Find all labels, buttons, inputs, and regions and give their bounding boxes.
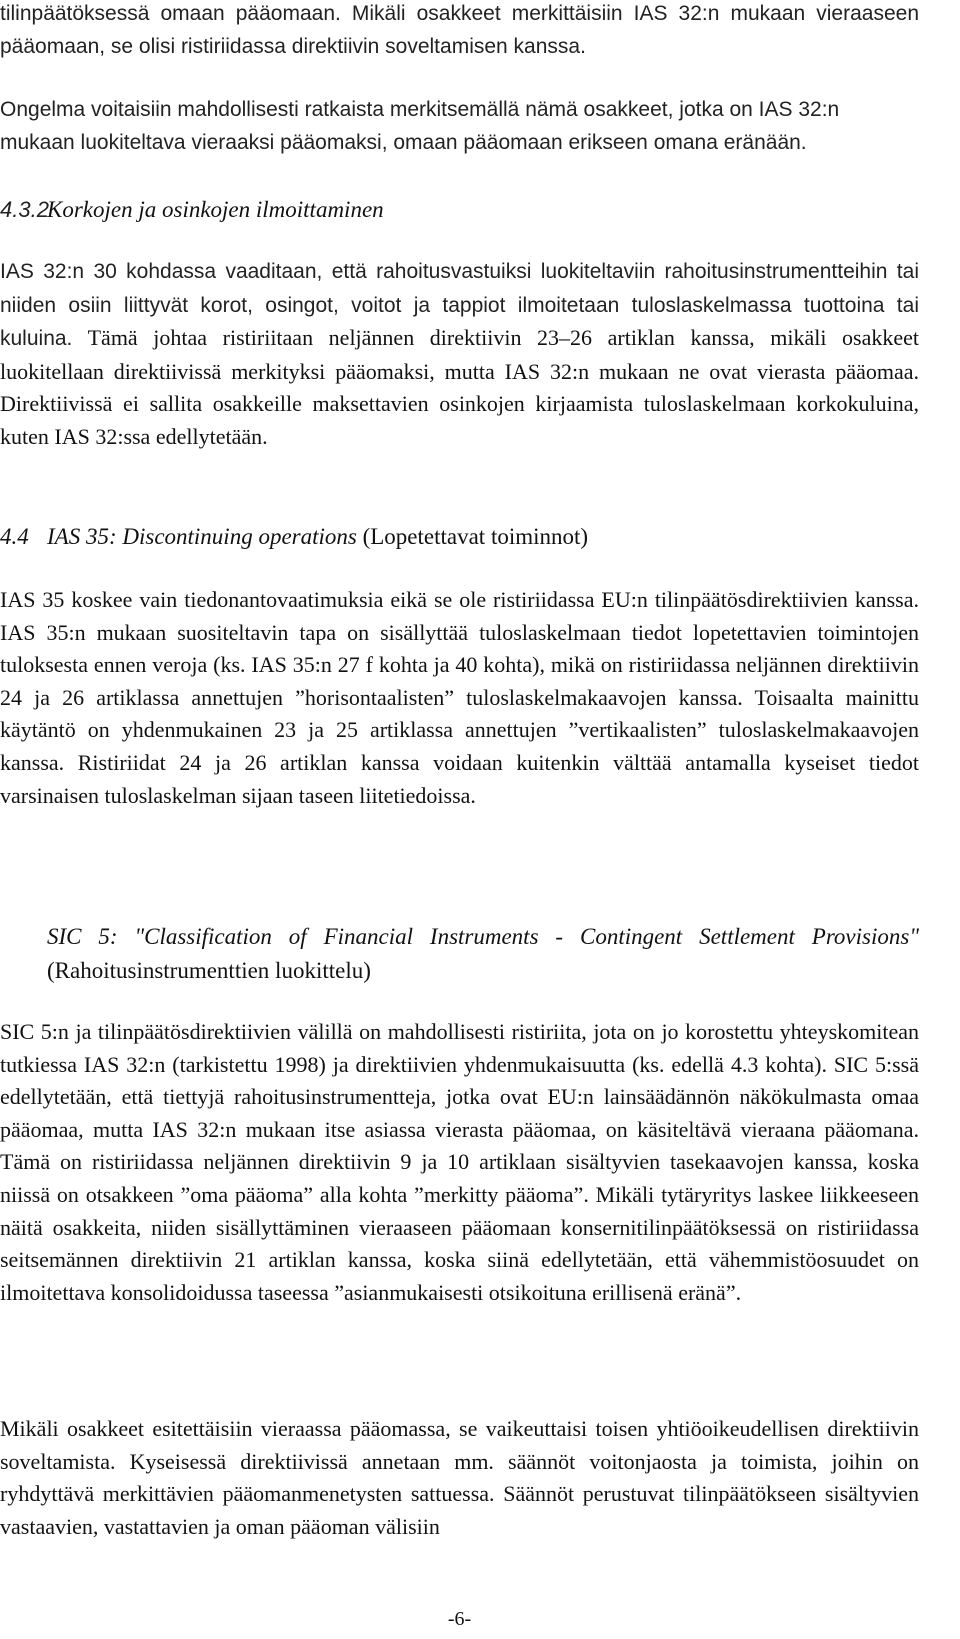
paragraph-final: Mikäli osakkeet esitettäisiin vieraassa pääomassa, se vaikeuttaisi toisen yhtiöoikeudellisen direktiivin soveltamista. Kyseisessä direktiivissä annetaan mm. säännöt voitonjaosta ja toimista, joihin on ryhdyttävä merkittävien pääomanmenetysten sattuessa. Säännöt perustuvat tilinpäätökseen sisältyvien vastaavien, vastattavien ja oman pääoman välisiin xyxy=(0,1416,919,1539)
paragraph-4-3-2-sentence-2: Tämä johtaa ristiriitaan neljännen direktiivin 23–26 artiklan kanssa, mikäli osakkeet luokitellaan direktiivissä merkityksi pääomaksi, mutta IAS 32:n mukaan ne ovat vierasta pääomaa. Direktiivissä ei sallita osakkeille maksettavien osinkojen kirjaamista tuloslaskelmaan korkokuluina, kuten IAS 32:ssa edellytetään. xyxy=(0,325,919,449)
paragraph-4-4: IAS 35 koskee vain tiedonantovaatimuksia eikä se ole ristiriidassa EU:n tilinpäätösdirektiivien kanssa. IAS 35:n mukaan suositeltavin tapa on sisällyttää tuloslaskelmaan tiedot lopetettavien toimintojen tuloksesta ennen veroja (ks. IAS 35:n 27 f kohta ja 40 kohta), mikä on ristiriidassa neljännen direktiivin 24 ja 26 artiklassa annettujen ”horisontaalisten” tuloslaskelmakaavojen kanssa. Toisaalta mainittu käytäntö on yhdenmukainen 23 ja 25 artiklassa annettujen ”vertikaalisten” tuloslaskelmakaavojen kanssa. Ristiriidat 24 ja 26 artiklan kanssa voidaan kuitenkin välttää antamalla kyseiset tiedot varsinaisen tuloslaskelman sijaan taseen liitetiedoissa. xyxy=(0,587,919,808)
paragraph-problem-solution: Ongelma voitaisiin mahdollisesti ratkaista merkitsemällä nämä osakkeet, jotka on IAS 32:n mukaan luokiteltava vieraaksi pääomaksi, omaan pääomaan erikseen omana eränään. xyxy=(0,98,840,154)
section-heading-4-4 xyxy=(0,520,919,554)
section-subtitle: (Rahoitusinstrumenttien luokittelu) xyxy=(47,958,371,983)
section-heading-4-5 xyxy=(0,920,919,988)
section-number: 4.3.2 xyxy=(0,197,49,222)
paragraph-continuation: tilinpäätöksessä omaan pääomaan. Mikäli osakkeet merkittäisiin IAS 32:n mukaan vieraaseen pääomaan, se olisi ristiriidassa direktiivin soveltamisen kanssa. xyxy=(0,2,919,58)
section-subtitle: (Lopetettavat toiminnot) xyxy=(362,524,589,549)
section-title: SIC 5: "Classification of Financial Instruments - Contingent Settlement Provisions" xyxy=(47,924,919,949)
section-title: Korkojen ja osinkojen ilmoittaminen xyxy=(47,197,384,222)
paragraph-4-3-2-sentence-1: IAS 32:n 30 kohdassa vaaditaan, että rahoitusvastuiksi luokiteltaviin rahoitusinstrumentteihin tai niiden osiin liittyvät korot, osingot, voitot ja tappiot ilmoitetaan tuloslaskelmassa tuottoina tai kuluina. xyxy=(0,260,919,351)
paragraph-4-3-2 xyxy=(0,255,919,454)
section-title: IAS 35: Discontinuing operations xyxy=(47,524,357,549)
section-number: 4.4 xyxy=(0,524,29,549)
page-number: -6- xyxy=(447,1608,472,1630)
paragraph-4-5: SIC 5:n ja tilinpäätösdirektiivien välillä on mahdollisesti ristiriita, jota on jo korostettu yhteyskomitean tutkiessa IAS 32:n (tarkistettu 1998) ja direktiivien yhdenmukaisuutta (ks. edellä 4.3 kohta). SIC 5:ssä edellytetään, että tiettyjä rahoitusinstrumentteja, jotka ovat EU:n lainsäädännön näkökulmasta omaa pääomaa, mutta IAS 32:n mukaan itse asiassa vierasta pääomaa, on käsiteltävä vieraana pääomana. Tämä on ristiriidassa neljännen direktiivin 9 ja 10 artiklaan sisältyvien tasekaavojen kanssa, koska niissä on otsakkeen ”oma pääoma” alla kohta ”merkitty pääoma”. Mikäli tytäryritys laskee liikkeeseen näitä osakkeita, niiden sisällyttäminen vieraaseen pääomaan konsernitilinpäätöksessä on ristiriidassa seitsemännen direktiivin 21 artiklan kanssa, koska siinä edellytetään, että vähemmistöosuudet on ilmoitettava konsolidoidussa taseessa ”asianmukaisesti otsikoituna erillisenä eränä”. xyxy=(0,1019,919,1305)
section-number xyxy=(0,920,47,954)
section-heading-4-3-2 xyxy=(0,193,919,227)
